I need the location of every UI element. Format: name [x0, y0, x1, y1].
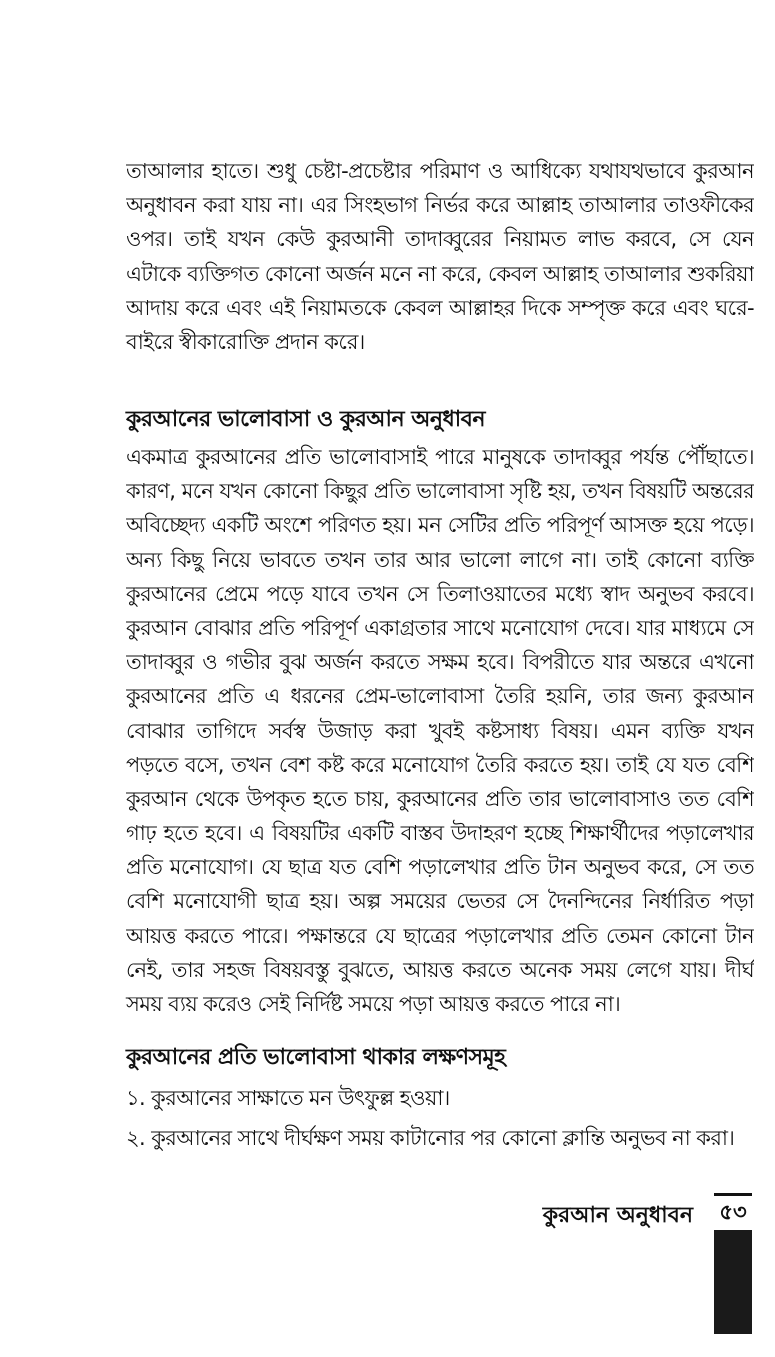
signs-list [126, 1078, 754, 1158]
section-heading-1: কুরআনের ভালোবাসা ও কুরআন অনুধাবন [126, 407, 486, 432]
text-line: আদায় করে এবং এই নিয়ামতকে কেবল আল্লাহর দিকে সম্পৃক্ত করে এবং ঘরে- [126, 295, 754, 320]
text-line: বেশি মনোযোগী ছাত্র হয়। অল্প সময়ের ভেতর সে দৈনন্দিনের নির্ধারিত পড়া [126, 889, 754, 914]
page-number: ৫৩ [719, 1200, 747, 1224]
text-line: প্রতি মনোযোগ। যে ছাত্র যত বেশি পড়ালেখার প্রতি টান অনুভব করে, সে তত [126, 855, 754, 880]
running-footer-title: কুরআন অনুধাবন [542, 1203, 693, 1228]
text-line: বাইরে স্বীকারোক্তি প্রদান করে। [126, 329, 365, 354]
text-line: ওপর। তাই যখন কেউ কুরআনী তাদাব্বুরের নিয়ামত লাভ করবে, সে যেন [126, 227, 754, 252]
text-line: গাঢ় হতে হবে। এ বিষয়টির একটি বাস্তব উদাহরণ হচ্ছে শিক্ষার্থীদের পড়ালেখার [126, 821, 754, 846]
text-line: কুরআন বোঝার প্রতি পরিপূর্ণ একাগ্রতার সাথে মনোযোগ দেবে। যার মাধ্যমে সে [126, 615, 754, 640]
text-line: বোঝার তাগিদে সর্বস্ব উজাড় করা খুবই কষ্টসাধ্য বিষয়। এমন ব্যক্তি যখন [126, 718, 754, 743]
text-line: কুরআনের প্রতি এ ধরনের প্রেম-ভালোবাসা তৈরি হয়নি, তার জন্য কুরআন [126, 684, 754, 709]
text-line: কুরআনের প্রেমে পড়ে যাবে তখন সে তিলাওয়াতের মধ্যে স্বাদ অনুভব করবে। [126, 581, 754, 606]
paragraph-1 [126, 154, 754, 359]
text-line: অনুধাবন করা যায় না। এর সিংহভাগ নির্ভর করে আল্লাহ তাআলার তাওফীকের [126, 193, 754, 218]
text-line: কারণ, মনে যখন কোনো কিছুর প্রতি ভালোবাসা সৃষ্টি হয়, তখন বিষয়টি অন্তরের [126, 479, 754, 504]
text-line: একমাত্র কুরআনের প্রতি ভালোবাসাই পারে মানুষকে তাদাব্বুর পর্যন্ত পৌঁছাতে। [126, 445, 754, 469]
text-line: নেই, তার সহজ বিষয়বস্তু বুঝতে, আয়ত্ত করতে অনেক সময় লেগে যায়। দীর্ঘ [126, 957, 754, 982]
list-item: ১. কুরআনের সাক্ষাতে মন উৎফুল্ল হওয়া। [126, 1086, 450, 1110]
text-line: তাদাব্বুর ও গভীর বুঝ অর্জন করতে সক্ষম হবে। বিপরীতে যার অন্তরে এখনো [126, 650, 754, 675]
section-heading-2: কুরআনের প্রতি ভালোবাসা থাকার লক্ষণসমূহ [126, 1045, 506, 1070]
text-line: অবিচ্ছেদ্য একটি অংশে পরিণত হয়। মন সেটির প্রতি পরিপূর্ণ আসক্ত হয়ে পড়ে। [126, 513, 754, 538]
text-line: অন্য কিছু নিয়ে ভাবতে তখন তার আর ভালো লাগে না। তাই কোনো ব্যক্তি [126, 547, 754, 572]
text-line: পড়তে বসে, তখন বেশ কষ্ট করে মনোযোগ তৈরি করতে হয়। তাই যে যত বেশি [126, 752, 754, 777]
text-line: সময় ব্যয় করেও সেই নির্দিষ্ট সময়ে পড়া আয়ত্ত করতে পারে না। [126, 992, 621, 1016]
text-line: এটাকে ব্যক্তিগত কোনো অর্জন মনে না করে, কেবল আল্লাহ তাআলার শুকরিয়া [126, 261, 754, 286]
paragraph-2 [126, 440, 754, 1021]
list-item: ২. কুরআনের সাথে দীর্ঘক্ষণ সময় কাটানোর পর কোনো ক্লান্তি অনুভব না করা। [126, 1126, 735, 1150]
thumb-index-tab [714, 1230, 752, 1334]
text-line: আয়ত্ত করতে পারে। পক্ষান্তরে যে ছাত্রের পড়ালেখার প্রতি তেমন কোনো টান [126, 923, 754, 948]
text-line: তাআলার হাতে। শুধু চেষ্টা-প্রচেষ্টার পরিমাণ ও আধিক্যে যথাযথভাবে কুরআন [126, 159, 754, 183]
text-line: কুরআন থেকে উপকৃত হতে চায়, কুরআনের প্রতি তার ভালোবাসাও তত বেশি [126, 786, 754, 811]
